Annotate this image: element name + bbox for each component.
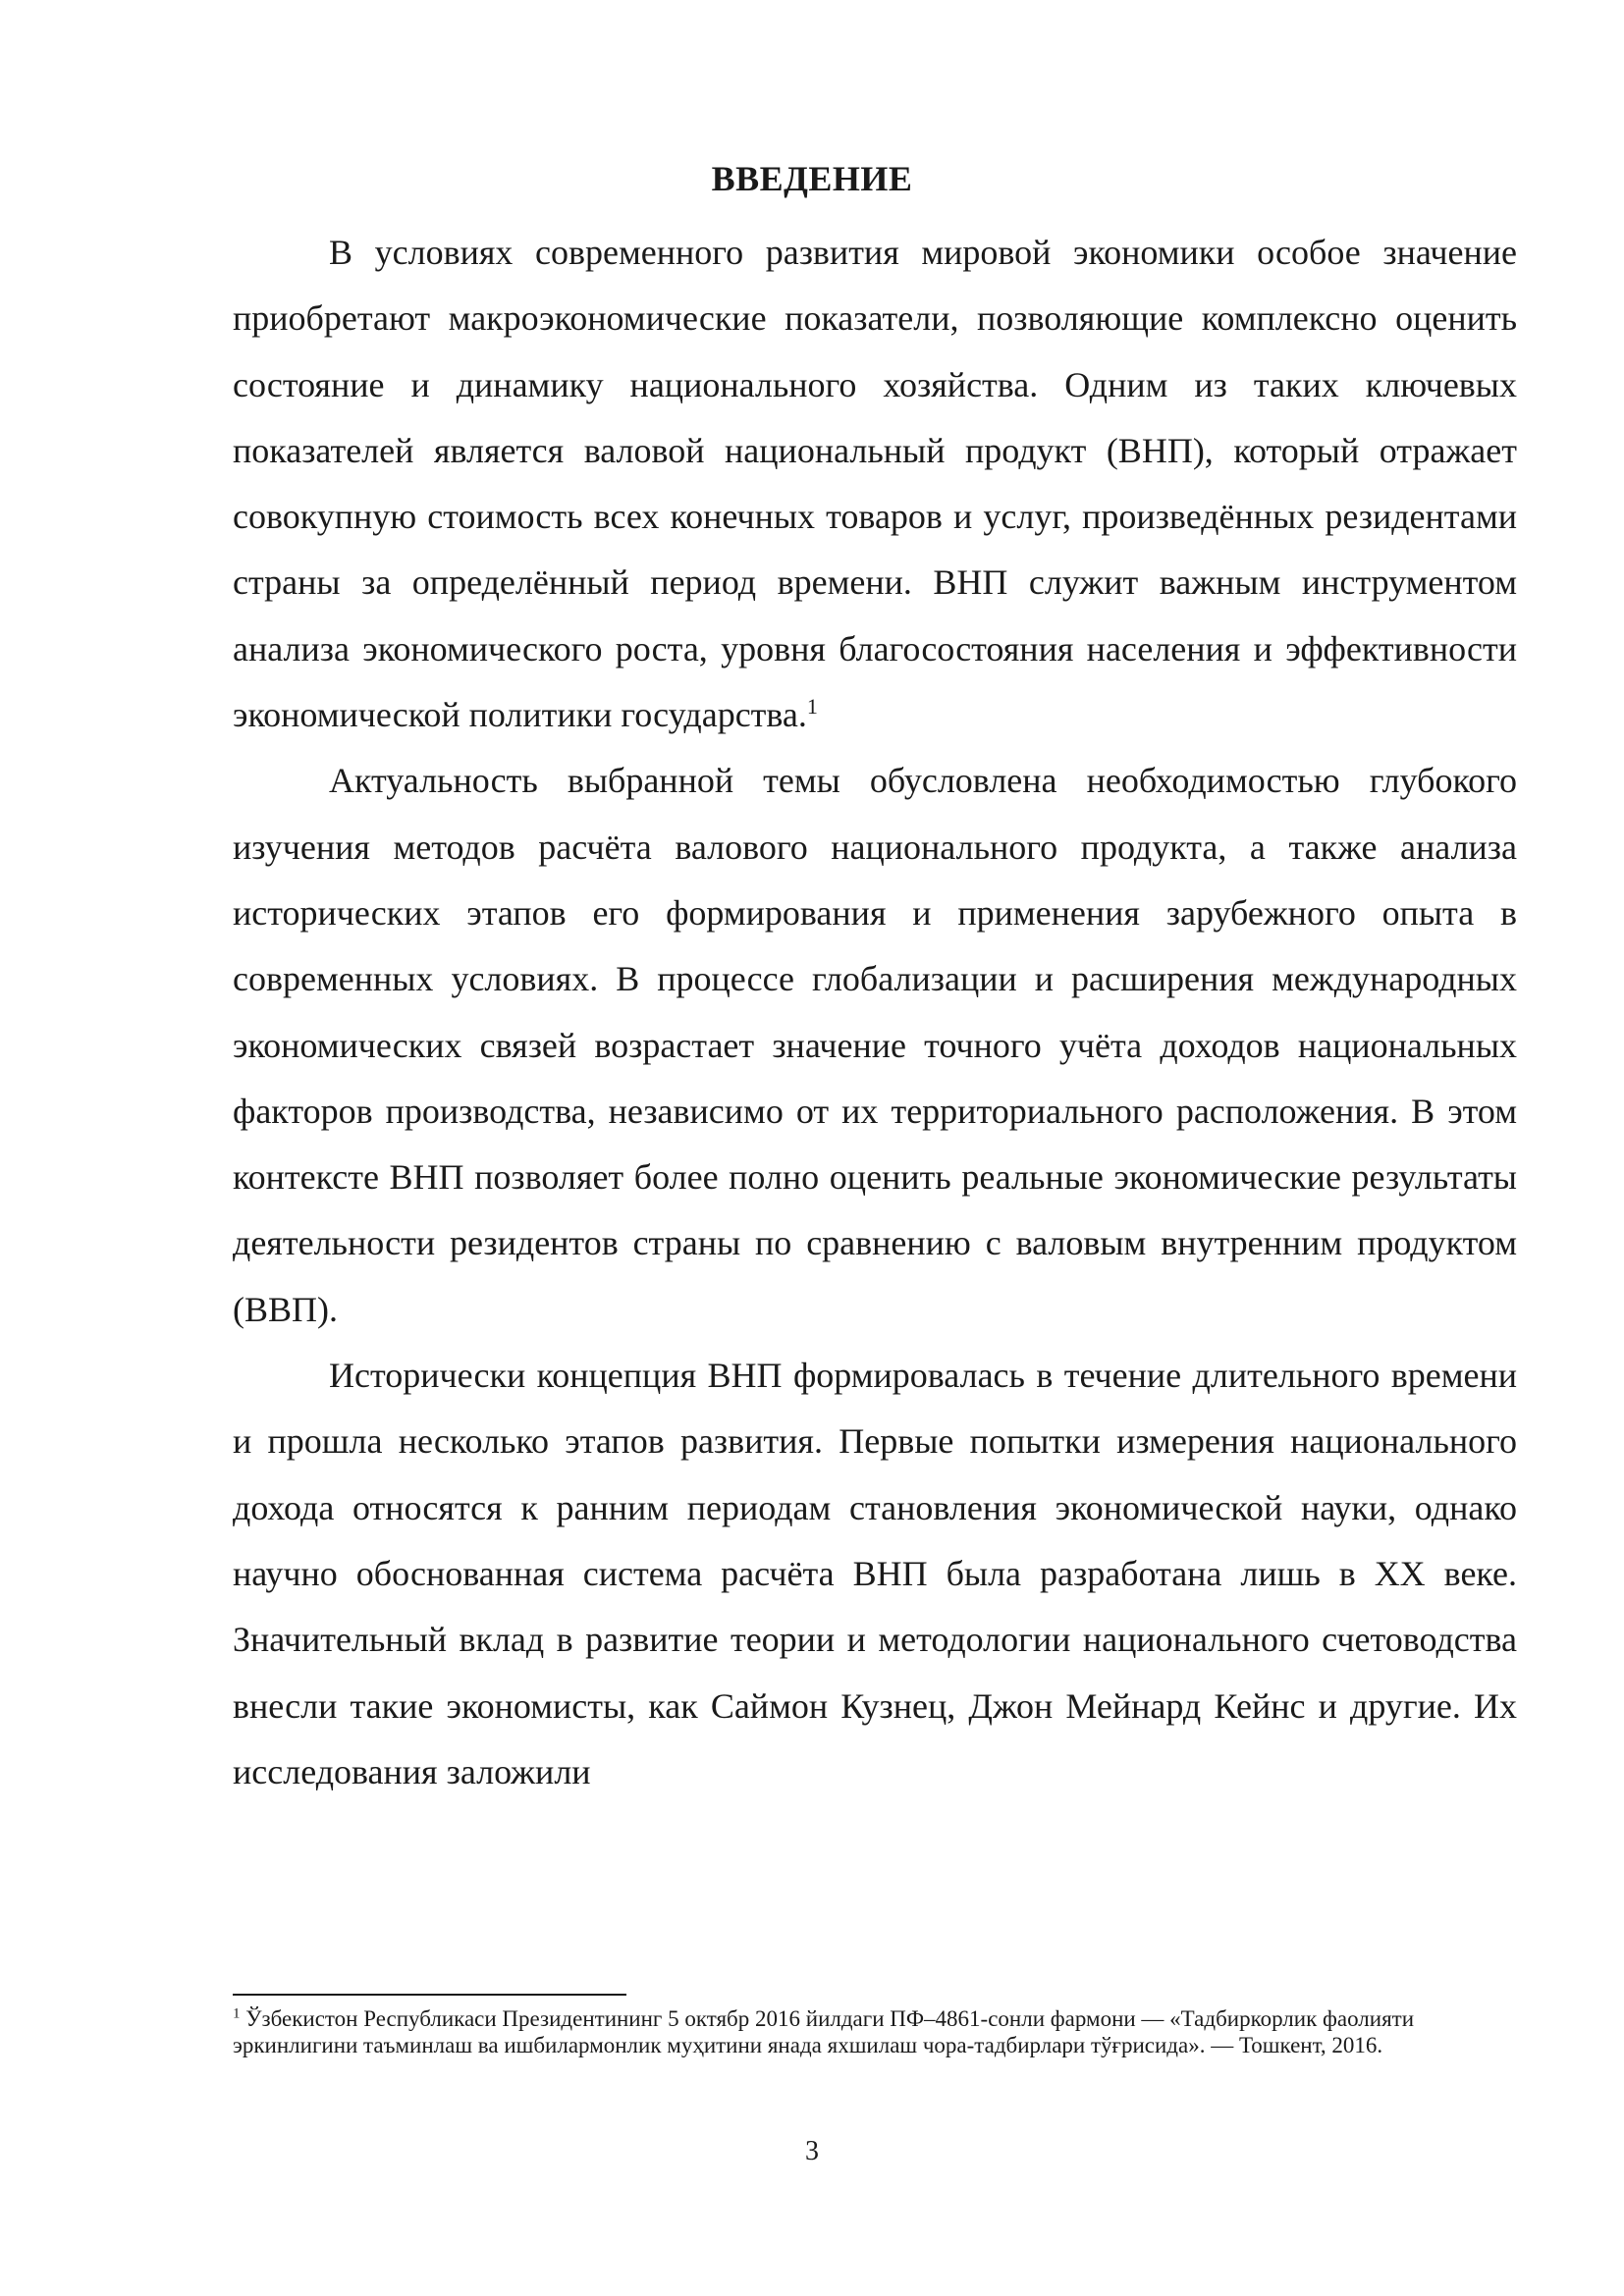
body-text [233, 220, 1517, 1805]
footnote-text: Ўзбекистон Республикаси Президентининг 5 октябр 2016 йилдаги ПФ–4861-сонли фармони — «Тадбиркорлик фаолияти эркинлигини таъминлаш ва ишбилармонлик муҳитини янада яхшилаш чора-тадбирлари тўғрисида». — Тошкент, 2016. [233, 2006, 1415, 2057]
page-number: 3 [805, 2136, 819, 2166]
footnote-separator [233, 1994, 626, 1996]
footnote-mark: 1 [233, 2005, 241, 2022]
page-title: ВВЕДЕНИЕ [711, 159, 913, 198]
paragraph-2 [233, 748, 1517, 1343]
footnote [233, 2005, 1450, 2058]
paragraph-3-text: Исторически концепция ВНП формировалась в течение длительного времени и прошла несколько этапов развития. Первые попытки измерения национального дохода относятся к ранним периодам становления экономической науки, однако научно обоснованная система расчёта ВНП была разработана лишь в XX веке. Значительный вклад в развитие теории и методологии национального счетоводства внесли такие экономисты, как Саймон Кузнец, Джон Мейнард Кейнс и другие. Их исследования заложили [233, 1356, 1517, 1791]
footnote-reference: 1 [806, 694, 818, 720]
paragraph-3 [233, 1343, 1517, 1805]
paragraph-1-text: В условиях современного развития мировой экономики особое значение приобретают макроэкономические показатели, позволяющие комплексно оценить состояние и динамику национального хозяйства. Одним из таких ключевых показателей является валовой национальный продукт (ВНП), который отражает совокупную стоимость всех конечных товаров и услуг, произведённых резидентами страны за определённый период времени. ВНП служит важным инструментом анализа экономического роста, уровня благосостояния населения и эффективности экономической политики государства. [233, 233, 1517, 735]
paragraph-1 [233, 220, 1517, 748]
paragraph-2-text: Актуальность выбранной темы обусловлена необходимостью глубокого изучения методов расчёта валового национального продукта, а также анализа исторических этапов его формирования и применения зарубежного опыта в современных условиях. В процессе глобализации и расширения международных экономических связей возрастает значение точного учёта доходов национальных факторов производства, независимо от их территориального расположения. В этом контексте ВНП позволяет более полно оценить реальные экономические результаты деятельности резидентов страны по сравнению с валовым внутренним продуктом (ВВП). [233, 761, 1517, 1329]
